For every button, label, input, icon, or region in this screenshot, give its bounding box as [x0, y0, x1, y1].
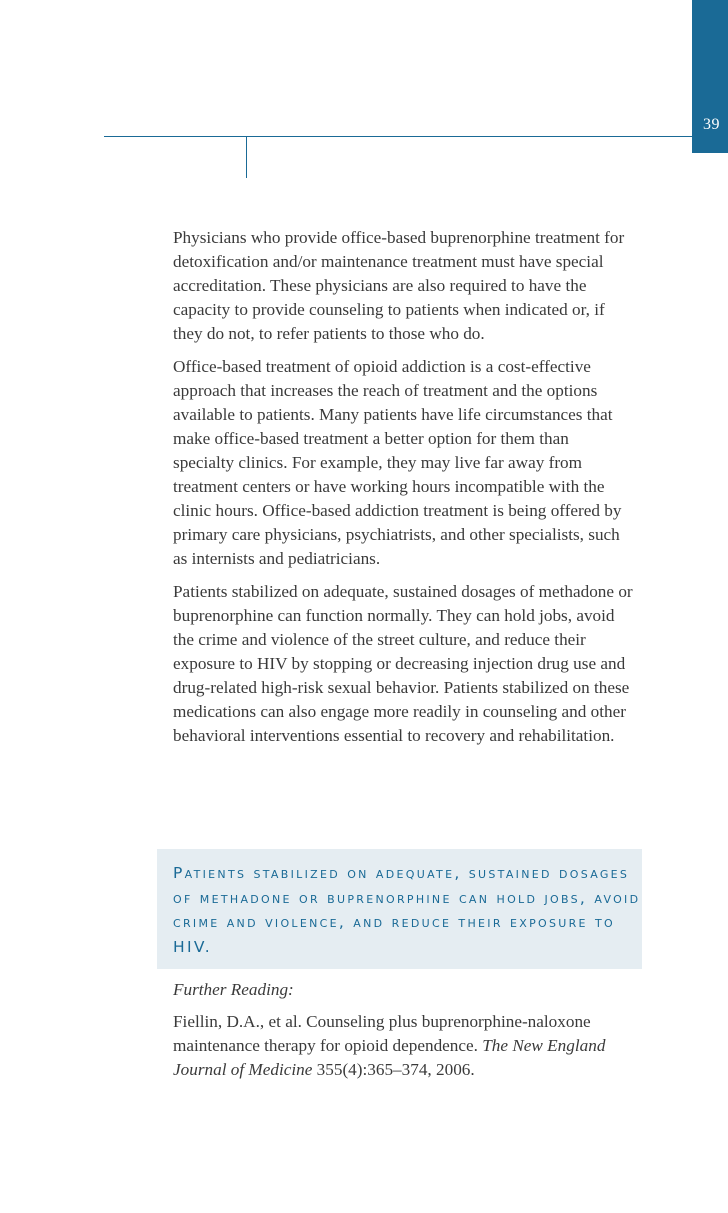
pull-quote-box [157, 849, 642, 969]
citation-journal: The New England Journal of Medicine [173, 1036, 606, 1079]
further-reading [173, 978, 633, 1082]
page-number: 39 [703, 116, 720, 133]
pull-quote-text: Patients stabilized on adequate, sustained dosages of methadone or buprenorphine can hold jobs, avoid crime and violence, and reduce their exposure to HIV. [173, 864, 641, 956]
citation-main: Fiellin, D.A., et al. Counseling plus buprenorphine-naloxone maintenance therapy for opioid dependence. [173, 1012, 591, 1055]
header-tick [246, 137, 247, 178]
further-reading-heading: Further Reading: [173, 980, 294, 999]
paragraph-accreditation: Physicians who provide office-based buprenorphine treatment for detoxification and/or maintenance treatment must have special accreditation. These physicians are also required to have the capacity to provide counseling to patients when indicated or, if they do not, to refer patients to those who do. [173, 228, 625, 343]
header-rule [104, 136, 728, 137]
paragraph-stabilized: Patients stabilized on adequate, sustained dosages of methadone or buprenorphine can function normally. They can hold jobs, avoid the crime and violence of the street culture, and reduce their exposure to HIV by stopping or decreasing injection drug use and drug-related high-risk sexual behavior. Patients stabilized on these medications can also engage more readily in counseling and other behavioral interventions essential to recovery and rehabilitation. [173, 582, 633, 745]
citation [173, 1010, 633, 1082]
paragraph-office-based: Office-based treatment of opioid addiction is a cost-effective approach that increases the reach of treatment and the options available to patients. Many patients have life circumstances that make office-based treatment a better option for them than specialty clinics. For example, they may live far away from treatment centers or have working hours incompatible with the clinic hours. Office-based addiction treatment is being offered by primary care physicians, psychiatrists, and other specialists, such as internists and pediatricians. [173, 357, 622, 568]
citation-details: 355(4):365–374, 2006. [312, 1060, 475, 1079]
body-text [173, 226, 633, 757]
